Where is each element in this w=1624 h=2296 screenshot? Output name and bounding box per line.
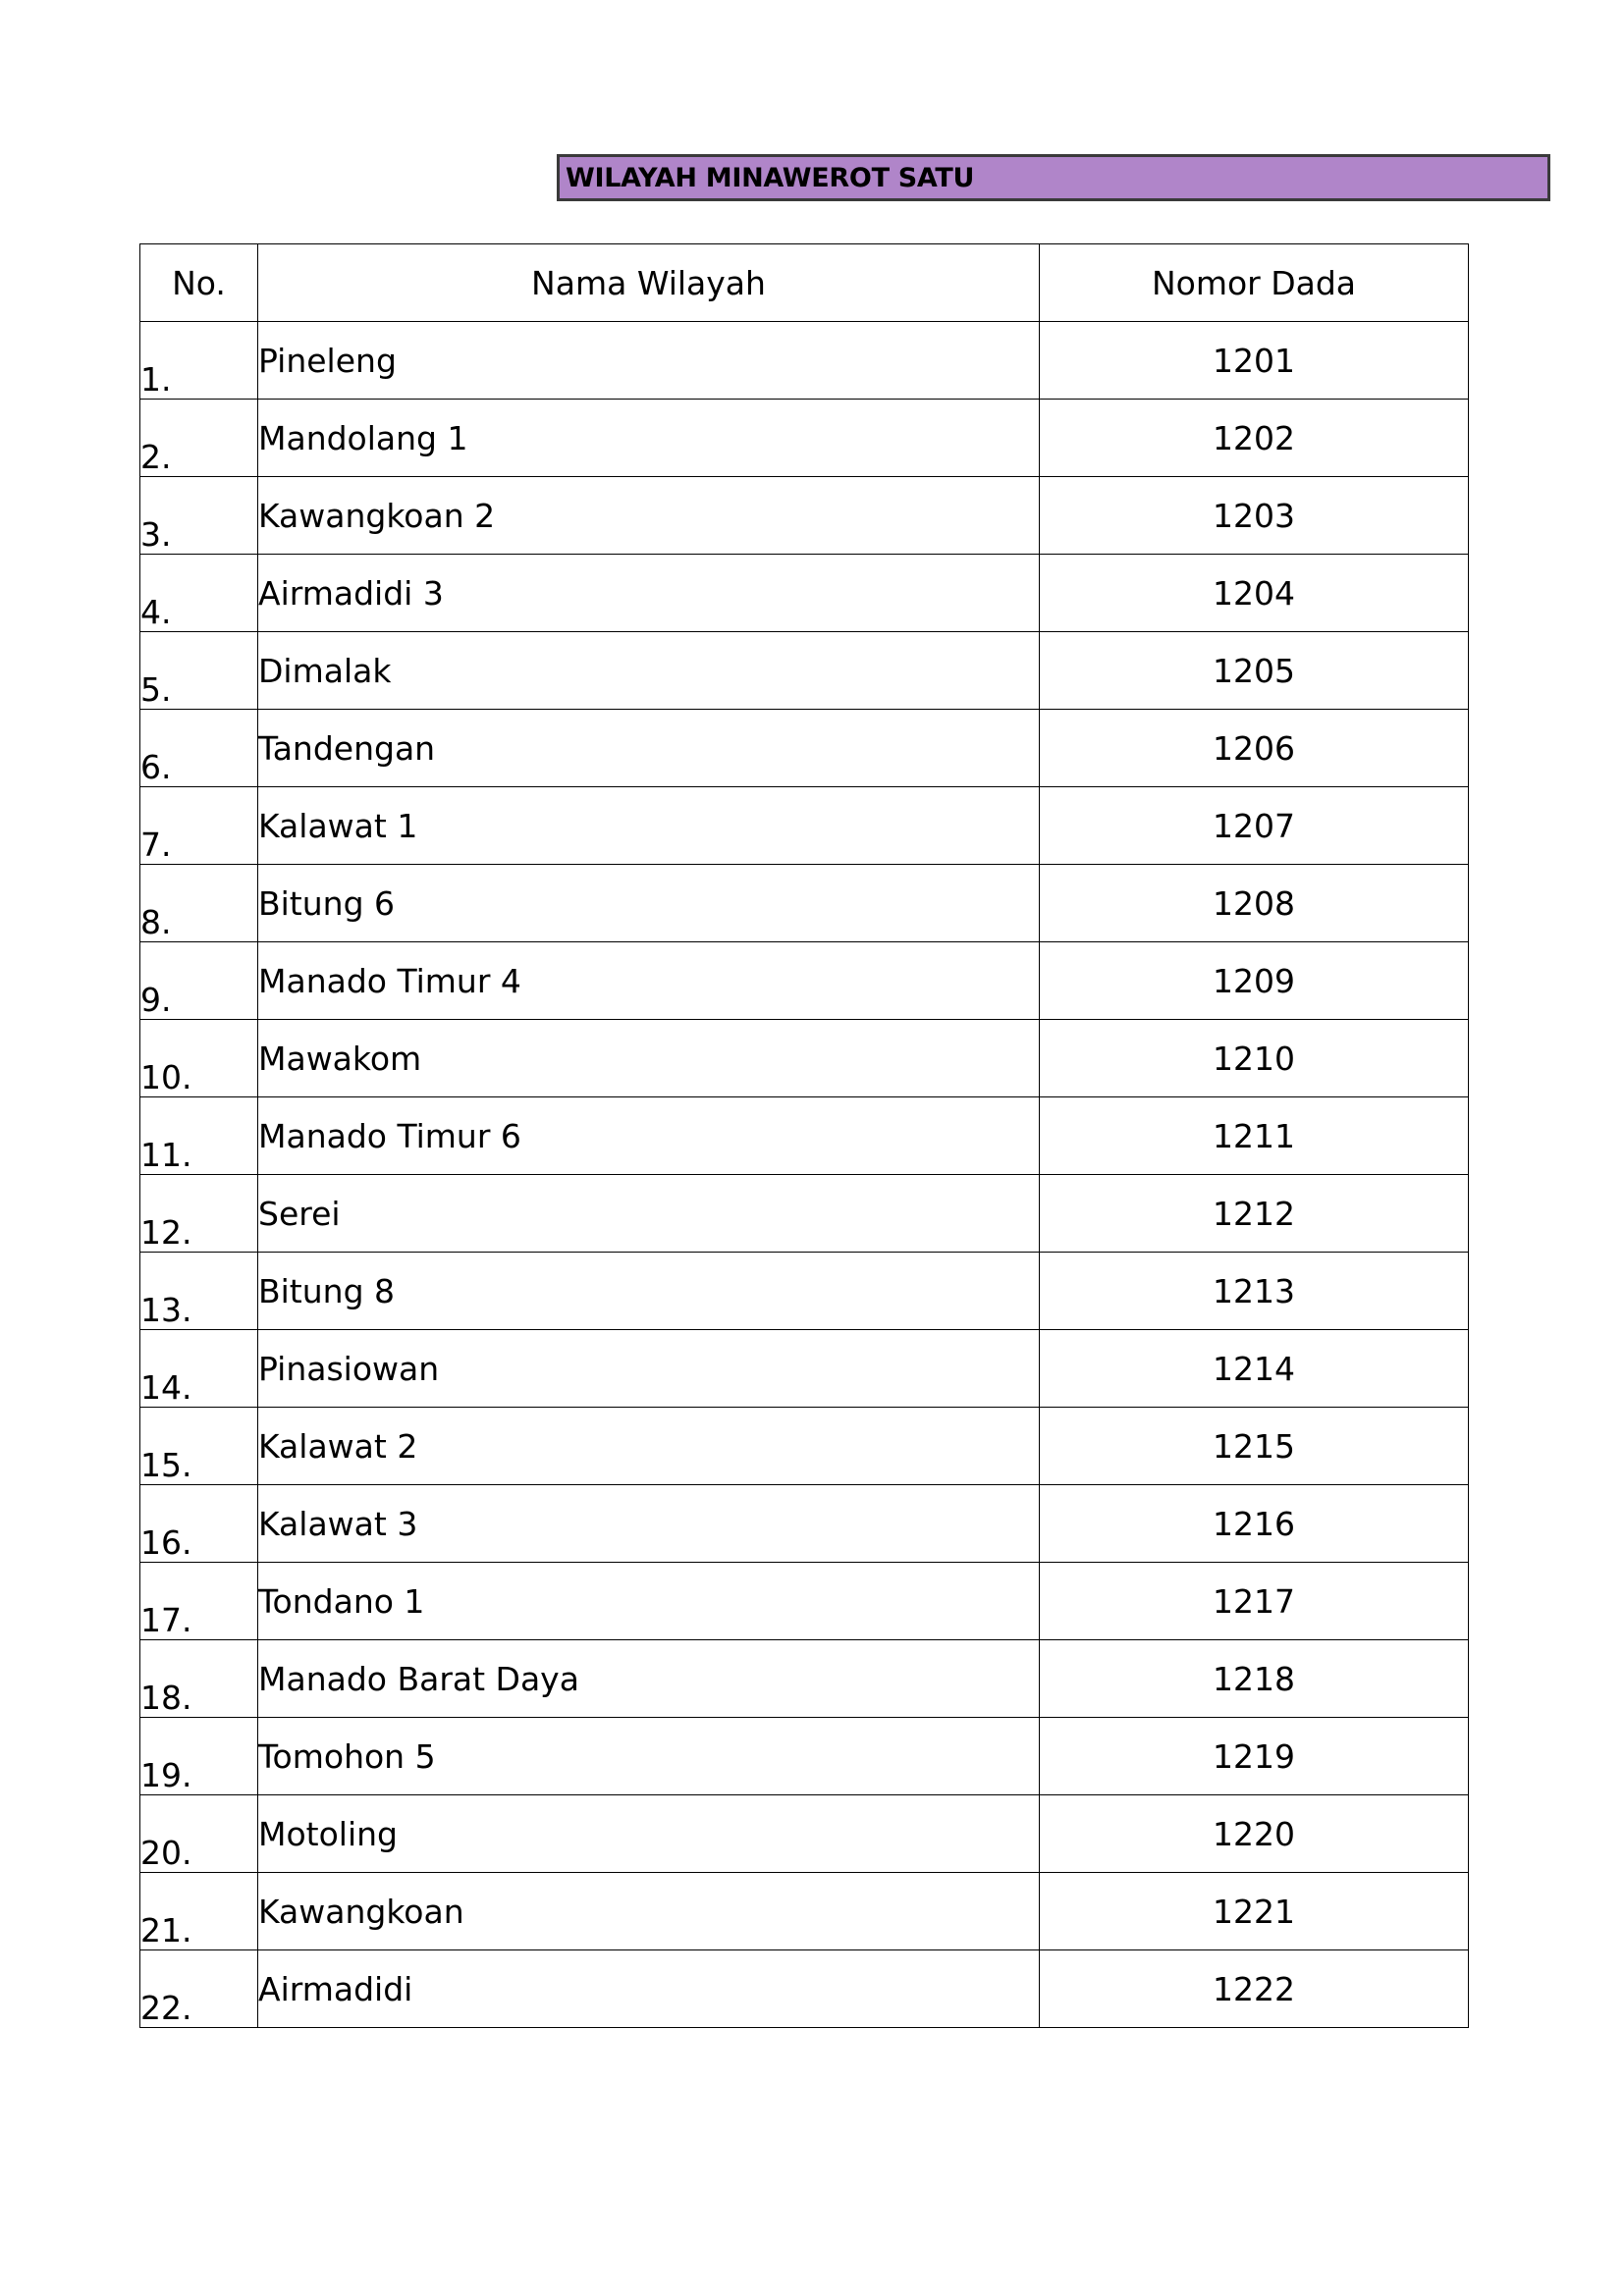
region-name-cell: Serei bbox=[258, 1175, 1040, 1253]
region-name-cell: Tomohon 5 bbox=[258, 1718, 1040, 1795]
row-number-cell: 14. bbox=[140, 1330, 258, 1408]
row-number-cell: 6. bbox=[140, 710, 258, 787]
row-number-cell: 20. bbox=[140, 1795, 258, 1873]
table-row bbox=[140, 865, 1469, 942]
table-body bbox=[140, 322, 1469, 2028]
table-row bbox=[140, 1097, 1469, 1175]
table-row bbox=[140, 1563, 1469, 1640]
region-name-cell: Motoling bbox=[258, 1795, 1040, 1873]
row-number-cell: 17. bbox=[140, 1563, 258, 1640]
bib-number-cell: 1205 bbox=[1040, 632, 1469, 710]
table-row bbox=[140, 942, 1469, 1020]
region-name-cell: Manado Barat Daya bbox=[258, 1640, 1040, 1718]
bib-number-cell: 1220 bbox=[1040, 1795, 1469, 1873]
table-row bbox=[140, 477, 1469, 555]
region-table bbox=[139, 243, 1469, 2028]
header-no: No. bbox=[140, 244, 258, 322]
table-row bbox=[140, 1020, 1469, 1097]
bib-number-cell: 1219 bbox=[1040, 1718, 1469, 1795]
row-number-cell: 16. bbox=[140, 1485, 258, 1563]
bib-number-cell: 1206 bbox=[1040, 710, 1469, 787]
bib-number-cell: 1202 bbox=[1040, 400, 1469, 477]
row-number-cell: 11. bbox=[140, 1097, 258, 1175]
region-name-cell: Kalawat 1 bbox=[258, 787, 1040, 865]
row-number-cell: 2. bbox=[140, 400, 258, 477]
table-row bbox=[140, 1795, 1469, 1873]
bib-number-cell: 1215 bbox=[1040, 1408, 1469, 1485]
region-name-cell: Kawangkoan 2 bbox=[258, 477, 1040, 555]
bib-number-cell: 1201 bbox=[1040, 322, 1469, 400]
bib-number-cell: 1216 bbox=[1040, 1485, 1469, 1563]
row-number-cell: 19. bbox=[140, 1718, 258, 1795]
region-name-cell: Manado Timur 4 bbox=[258, 942, 1040, 1020]
region-name-cell: Manado Timur 6 bbox=[258, 1097, 1040, 1175]
bib-number-cell: 1217 bbox=[1040, 1563, 1469, 1640]
row-number-cell: 7. bbox=[140, 787, 258, 865]
region-name-cell: Airmadidi bbox=[258, 1950, 1040, 2028]
row-number-cell: 8. bbox=[140, 865, 258, 942]
table-row bbox=[140, 555, 1469, 632]
region-name-cell: Tondano 1 bbox=[258, 1563, 1040, 1640]
table-row bbox=[140, 1485, 1469, 1563]
bib-number-cell: 1214 bbox=[1040, 1330, 1469, 1408]
table-row bbox=[140, 787, 1469, 865]
table-row bbox=[140, 632, 1469, 710]
bib-number-cell: 1218 bbox=[1040, 1640, 1469, 1718]
bib-number-cell: 1211 bbox=[1040, 1097, 1469, 1175]
region-name-cell: Kalawat 3 bbox=[258, 1485, 1040, 1563]
bib-number-cell: 1207 bbox=[1040, 787, 1469, 865]
bib-number-cell: 1209 bbox=[1040, 942, 1469, 1020]
table-row bbox=[140, 400, 1469, 477]
table-row bbox=[140, 1330, 1469, 1408]
table-row bbox=[140, 322, 1469, 400]
table-row bbox=[140, 1253, 1469, 1330]
region-name-cell: Tandengan bbox=[258, 710, 1040, 787]
region-name-cell: Dimalak bbox=[258, 632, 1040, 710]
bib-number-cell: 1210 bbox=[1040, 1020, 1469, 1097]
table-row bbox=[140, 1408, 1469, 1485]
bib-number-cell: 1213 bbox=[1040, 1253, 1469, 1330]
row-number-cell: 18. bbox=[140, 1640, 258, 1718]
region-name-cell: Pinasiowan bbox=[258, 1330, 1040, 1408]
bib-number-cell: 1208 bbox=[1040, 865, 1469, 942]
table-row bbox=[140, 710, 1469, 787]
row-number-cell: 5. bbox=[140, 632, 258, 710]
row-number-cell: 10. bbox=[140, 1020, 258, 1097]
bib-number-cell: 1212 bbox=[1040, 1175, 1469, 1253]
header-bib-number: Nomor Dada bbox=[1040, 244, 1469, 322]
row-number-cell: 12. bbox=[140, 1175, 258, 1253]
row-number-cell: 13. bbox=[140, 1253, 258, 1330]
row-number-cell: 1. bbox=[140, 322, 258, 400]
region-name-cell: Mawakom bbox=[258, 1020, 1040, 1097]
table-header-row bbox=[140, 244, 1469, 322]
table-row bbox=[140, 1175, 1469, 1253]
row-number-cell: 9. bbox=[140, 942, 258, 1020]
region-name-cell: Bitung 6 bbox=[258, 865, 1040, 942]
region-name-cell: Kawangkoan bbox=[258, 1873, 1040, 1950]
region-name-cell: Kalawat 2 bbox=[258, 1408, 1040, 1485]
bib-number-cell: 1221 bbox=[1040, 1873, 1469, 1950]
bib-number-cell: 1203 bbox=[1040, 477, 1469, 555]
row-number-cell: 21. bbox=[140, 1873, 258, 1950]
row-number-cell: 4. bbox=[140, 555, 258, 632]
table-row bbox=[140, 1718, 1469, 1795]
table-row bbox=[140, 1873, 1469, 1950]
region-name-cell: Bitung 8 bbox=[258, 1253, 1040, 1330]
header-region-name: Nama Wilayah bbox=[258, 244, 1040, 322]
region-name-cell: Mandolang 1 bbox=[258, 400, 1040, 477]
row-number-cell: 22. bbox=[140, 1950, 258, 2028]
row-number-cell: 3. bbox=[140, 477, 258, 555]
document-title: WILAYAH MINAWEROT SATU bbox=[557, 154, 1550, 201]
row-number-cell: 15. bbox=[140, 1408, 258, 1485]
region-name-cell: Airmadidi 3 bbox=[258, 555, 1040, 632]
region-name-cell: Pineleng bbox=[258, 322, 1040, 400]
table-row bbox=[140, 1950, 1469, 2028]
table-row bbox=[140, 1640, 1469, 1718]
bib-number-cell: 1222 bbox=[1040, 1950, 1469, 2028]
bib-number-cell: 1204 bbox=[1040, 555, 1469, 632]
